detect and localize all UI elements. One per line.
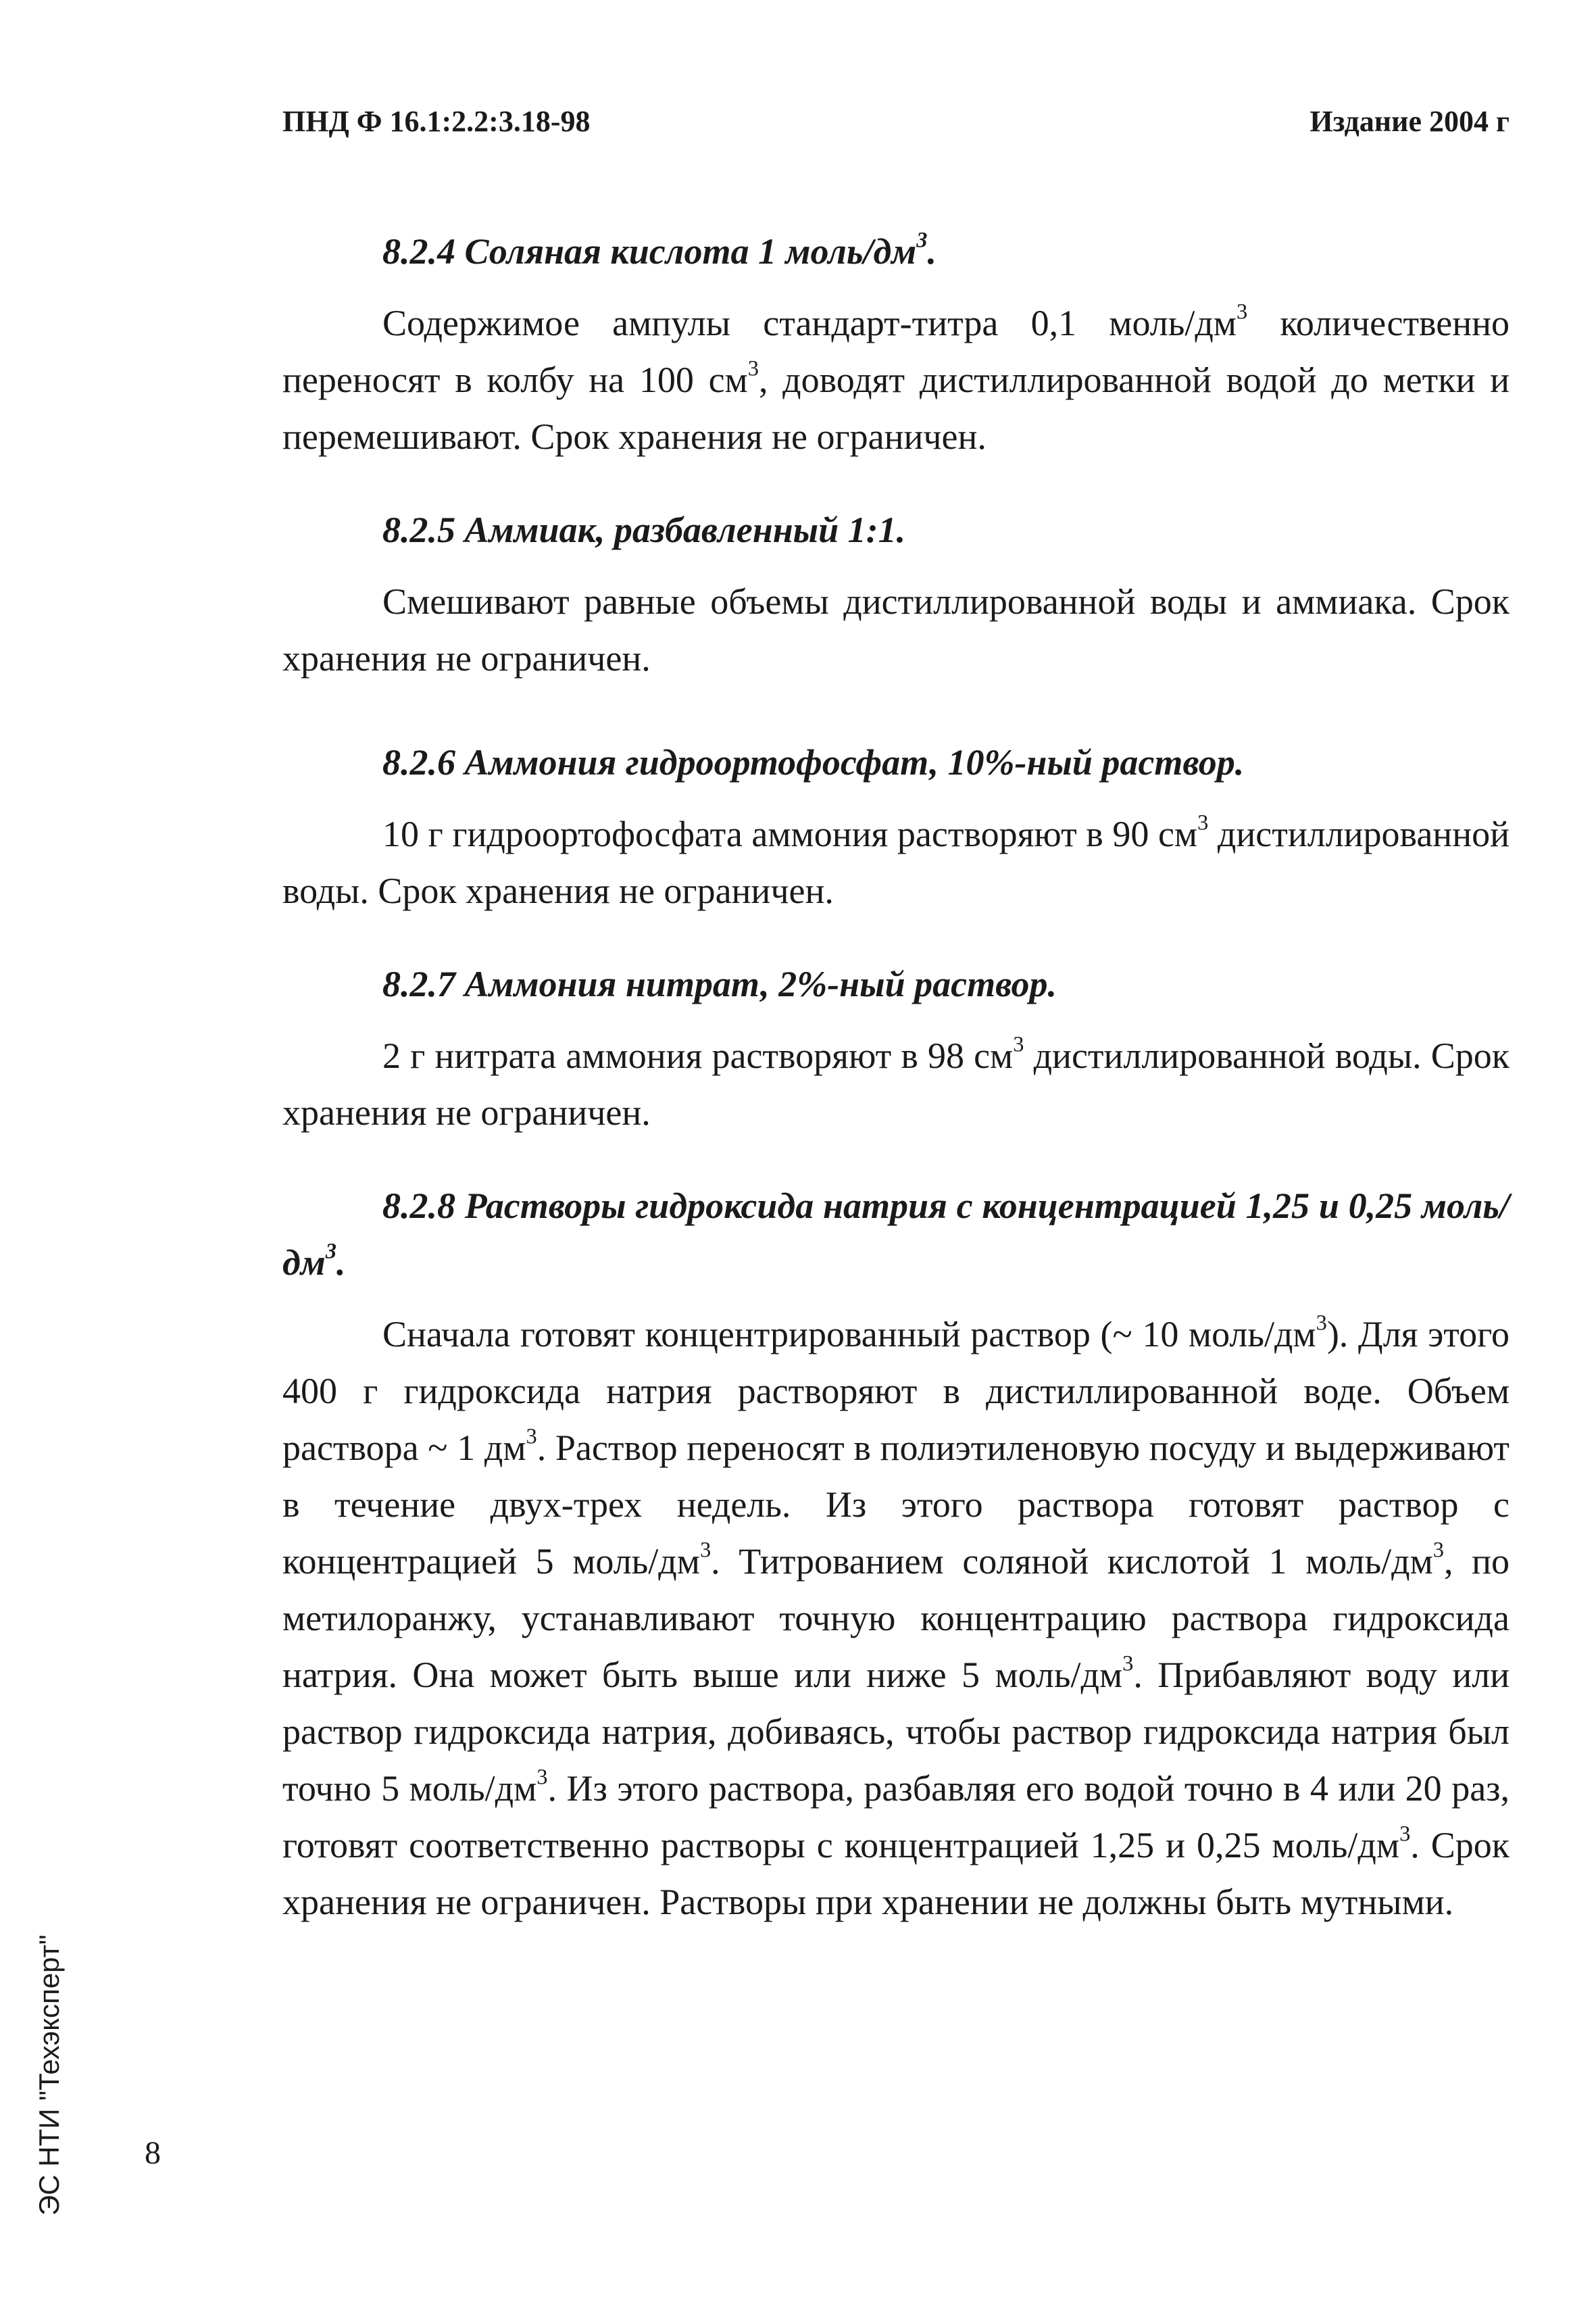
section-heading-8-2-8: 8.2.8 Растворы гидроксида натрия с концентрацией 1,25 и 0,25 моль/$дм^3$. [282, 1185, 1510, 1283]
watermark-label: ЭС НТИ "Техэксперт" [33, 1934, 65, 2216]
section-text-8-2-5: Смешивают равные объемы дистиллированной воды и аммиака. Срок хранения не ограничен. [282, 581, 1510, 679]
edition-label: Издание 2004 г [1310, 105, 1510, 138]
section-text-8-2-6: 10 г гидроортофосфата аммония растворяют в 90 $см^3$ дистиллированной воды. Срок хранения не ограничен. [282, 810, 1510, 911]
section-text-8-2-7: 2 г нитрата аммония растворяют в 98 $см^3$ дистиллированной воды. Срок хранения не ограничен. [282, 1032, 1510, 1133]
section-text-8-2-8: Сначала готовят концентрированный раствор (~ 10 моль/$дм^3$). Для этого 400 г гидроксида натрия растворяют в дистиллированной воде. Объем раствора ~ 1 $дм^3$. Раствор переносят в полиэтиленовую посуду и выдерживают в течение двух-трех недель. Из этого раствора готовят раствор с концентрацией 5 моль/$дм^3$. Титрованием соляной кислотой 1 моль/$дм^3$, по метилоранжу, устанавливают точную концентрацию раствора гидроксида натрия. Она может быть выше или ниже 5 моль/$дм^3$. Прибавляют воду или раствор гидроксида натрия, добиваясь, чтобы раствор гидроксида натрия был точно 5 моль/$дм^3$. Из этого раствора, разбавляя его водой точно в 4 или 20 раз, готовят соответственно растворы с концентрацией 1,25 и 0,25 моль/$дм^3$. Срок хранения не ограничен. Растворы при хранении не должны быть мутными. [282, 1311, 1510, 1922]
section-heading-8-2-4: 8.2.4 Соляная кислота 1 моль/$дм^3$. [382, 228, 937, 272]
page-header [282, 101, 1510, 142]
document-code: ПНД Ф 16.1:2.2:3.18-98 [282, 105, 591, 138]
page-number: 8 [145, 2135, 161, 2171]
section-heading-8-2-7: 8.2.7 Аммония нитрат, 2%-ный раствор. [382, 964, 1057, 1004]
page-content [282, 223, 1510, 1930]
section-heading-8-2-6: 8.2.6 Аммония гидроортофосфат, 10%-ный раствор. [382, 742, 1245, 783]
section-heading-8-2-5: 8.2.5 Аммиак, разбавленный 1:1. [382, 510, 906, 550]
section-text-8-2-4: Содержимое ампулы стандарт-титра 0,1 моль/$дм^3$ количественно переносят в колбу на 100 $см^3$, доводят дистиллированной водой до метки и перемешивают. Срок хранения не ограничен. [282, 299, 1510, 457]
